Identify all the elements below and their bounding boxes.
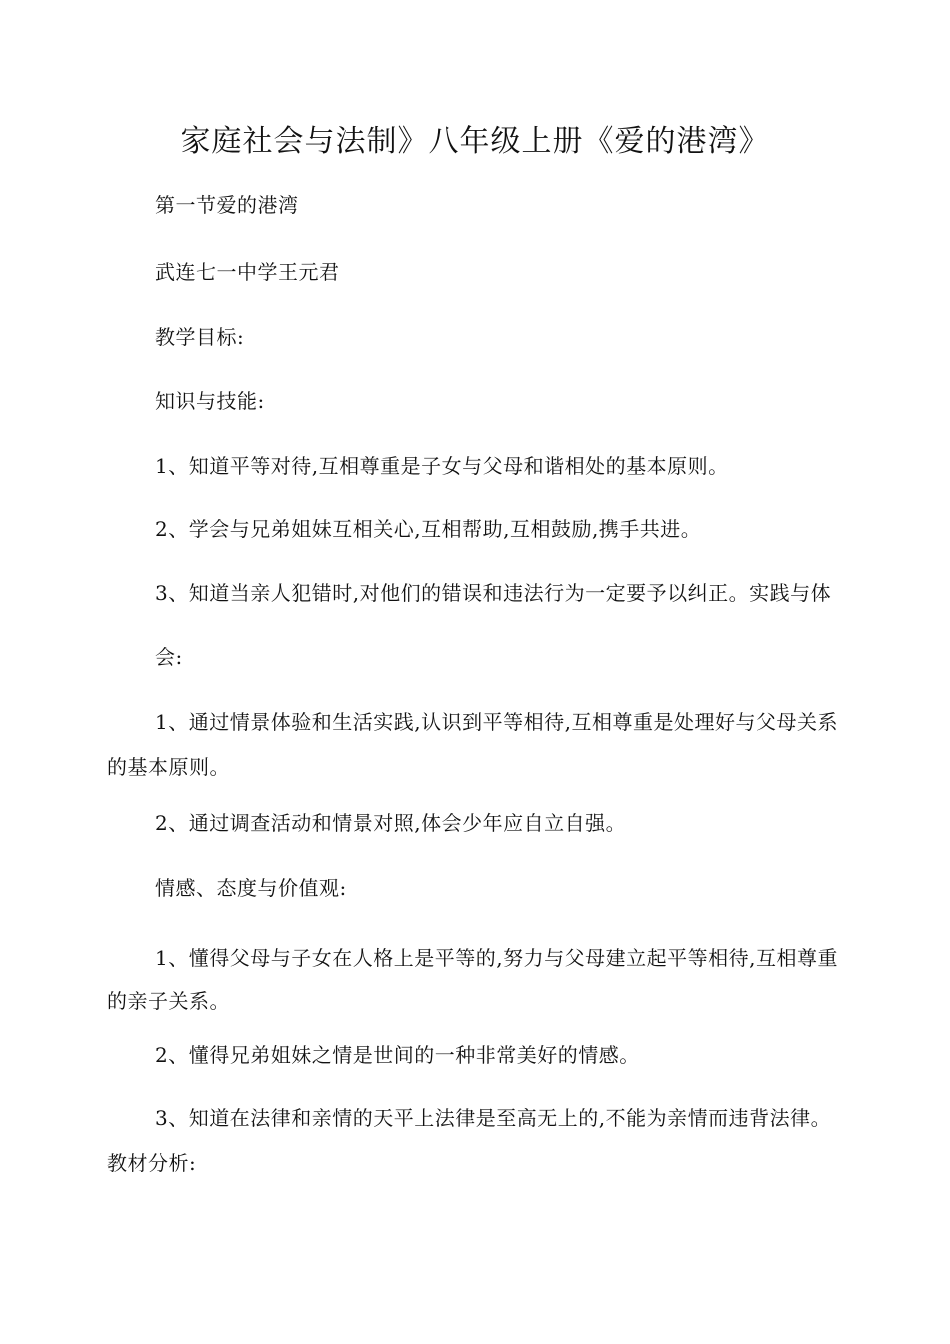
- section-heading: 第一节爱的港湾: [155, 193, 299, 217]
- paragraph-line: 3、知道当亲人犯错时,对他们的错误和违法行为一定要予以纠正。实践与体: [155, 581, 832, 605]
- paragraph-line: 2、学会与兄弟姐妹互相关心,互相帮助,互相鼓励,携手共进。: [155, 517, 702, 541]
- paragraph-line: 2、通过调查活动和情景对照,体会少年应自立自强。: [155, 811, 627, 835]
- paragraph-line: 的亲子关系。: [107, 989, 230, 1013]
- knowledge-skills-heading: 知识与技能:: [155, 389, 265, 413]
- teaching-goals-heading: 教学目标:: [155, 325, 245, 349]
- author-line: 武连七一中学王元君: [155, 260, 340, 284]
- paragraph-line: 1、懂得父母与子女在人格上是平等的,努力与父母建立起平等相待,互相尊重: [155, 946, 838, 970]
- paragraph-line: 1、知道平等对待,互相尊重是子女与父母和谐相处的基本原则。: [155, 454, 729, 478]
- paragraph-line: 1、通过情景体验和生活实践,认识到平等相待,互相尊重是处理好与父母关系: [155, 710, 838, 734]
- textbook-analysis-heading: 教材分析:: [107, 1151, 197, 1175]
- paragraph-line: 的基本原则。: [107, 755, 230, 779]
- paragraph-line: 会:: [155, 645, 183, 669]
- emotion-values-heading: 情感、态度与价值观:: [155, 876, 347, 900]
- paragraph-line: 3、知道在法律和亲情的天平上法律是至高无上的,不能为亲情而违背法律。: [155, 1106, 832, 1130]
- paragraph-line: 2、懂得兄弟姐妹之情是世间的一种非常美好的情感。: [155, 1043, 640, 1067]
- document-title: 家庭社会与法制》八年级上册《爱的港湾》: [180, 124, 770, 159]
